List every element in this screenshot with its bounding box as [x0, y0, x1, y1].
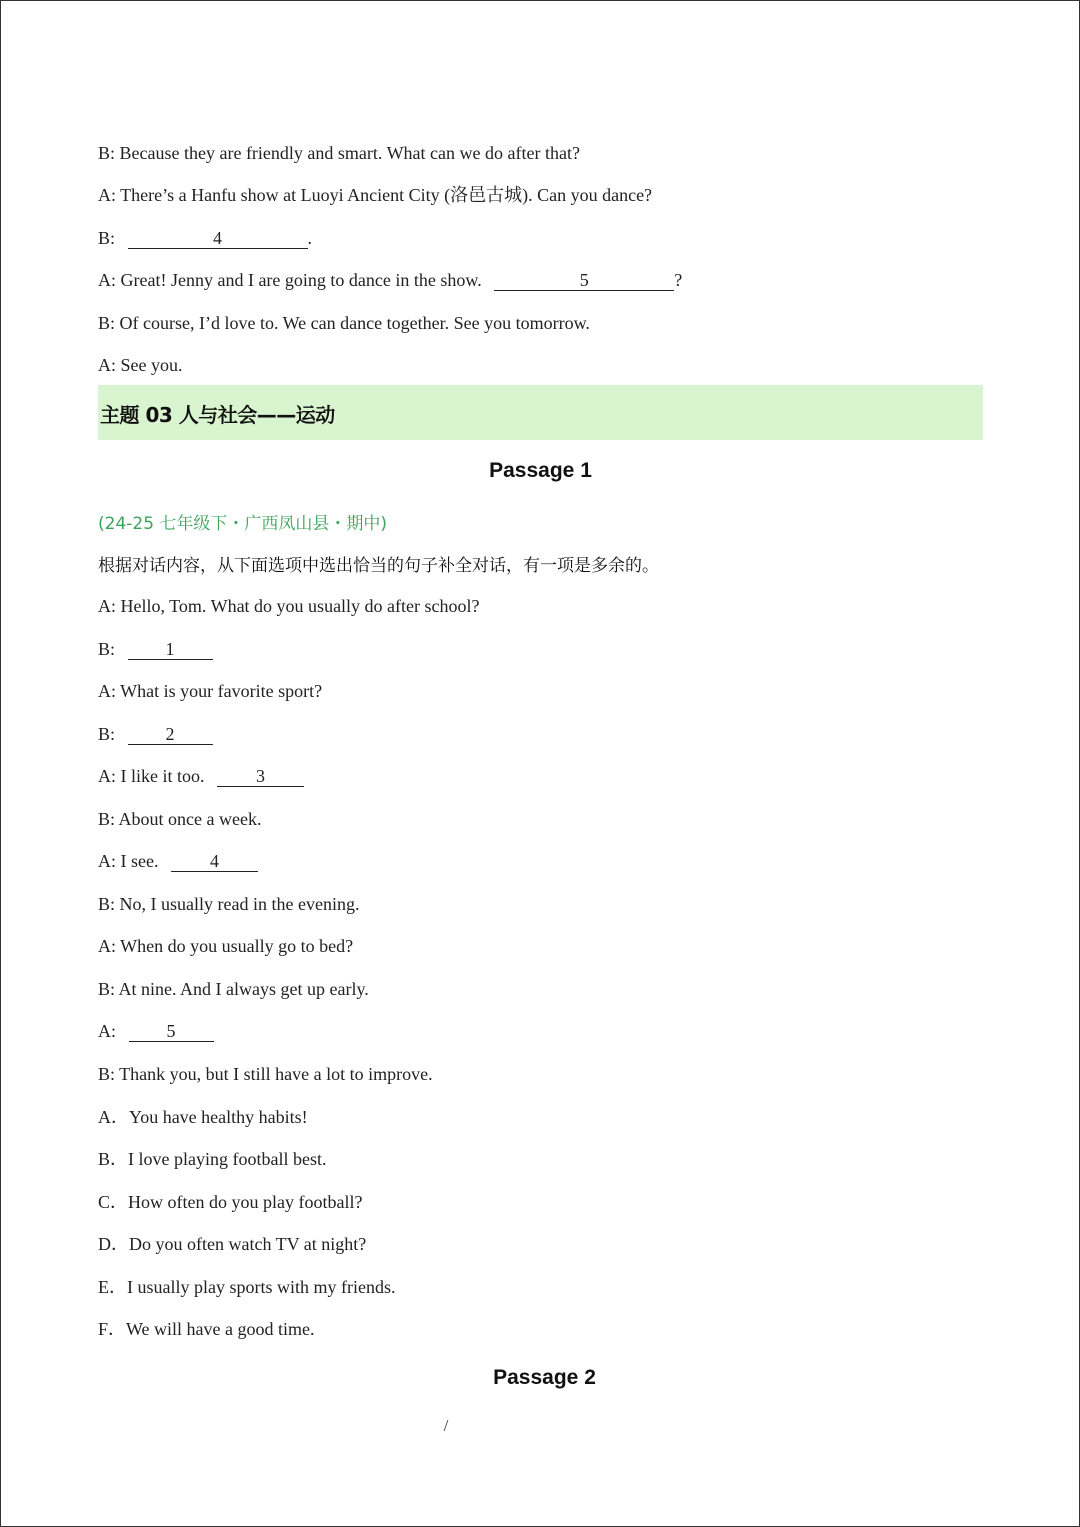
- dialogue-line: A: There’s a Hanfu show at Luoyi Ancient City (洛邑古城). Can you dance?: [98, 185, 653, 205]
- option-e: E．I usually play sports with my friends.: [98, 1277, 396, 1297]
- dialogue-line: [98, 1019, 214, 1043]
- dialogue-line: B: Because they are friendly and smart. What can we do after that?: [98, 143, 580, 163]
- answer-blank-3[interactable]: [217, 766, 304, 787]
- blank-number: 4: [209, 851, 219, 871]
- dialogue-line: [98, 764, 304, 788]
- line-prefix: A: I see.: [98, 851, 159, 871]
- answer-blank-5[interactable]: [494, 270, 674, 291]
- blank-number: 4: [213, 228, 223, 248]
- dialogue-line: A: See you.: [98, 355, 183, 375]
- passage-1-title: Passage 1: [489, 459, 592, 482]
- dialogue-line: [98, 226, 312, 250]
- dialogue-line: A: When do you usually go to bed?: [98, 936, 354, 956]
- option-f: F．We will have a good time.: [98, 1319, 315, 1339]
- dialogue-line: [98, 722, 213, 746]
- speaker-prefix: B:: [98, 228, 116, 248]
- line-prefix: A: Great! Jenny and I are going to dance in the show.: [98, 270, 482, 290]
- theme-banner: [98, 385, 983, 440]
- dialogue-line: [98, 637, 213, 661]
- instruction-text: 根据对话内容，从下面选项中选出恰当的句子补全对话，有一项是多余的。: [98, 556, 659, 576]
- blank-suffix: ?: [674, 270, 683, 290]
- dialogue-line: [98, 268, 682, 292]
- theme-title: 主题 03 人与社会——运动: [100, 403, 335, 427]
- blank-number: 5: [579, 270, 589, 290]
- line-prefix: A: I like it too.: [98, 766, 205, 786]
- answer-blank-5[interactable]: [129, 1021, 214, 1042]
- dialogue-line: B: Thank you, but I still have a lot to improve.: [98, 1064, 433, 1084]
- dialogue-line: A: Hello, Tom. What do you usually do after school?: [98, 596, 480, 616]
- page-footer-mark: /: [443, 1416, 449, 1435]
- dialogue-line: [98, 849, 258, 873]
- dialogue-line: B: No, I usually read in the evening.: [98, 894, 360, 914]
- answer-blank-4[interactable]: [128, 228, 308, 249]
- option-c: C．How often do you play football?: [98, 1192, 363, 1212]
- blank-number: 2: [165, 724, 175, 744]
- question-source: (24-25 七年级下・广西凤山县・期中): [98, 514, 388, 534]
- option-b: B．I love playing football best.: [98, 1149, 327, 1169]
- dialogue-line: B: About once a week.: [98, 809, 262, 829]
- answer-blank-4[interactable]: [171, 851, 258, 872]
- option-a: A．You have healthy habits!: [98, 1107, 308, 1127]
- dialogue-line: B: At nine. And I always get up early.: [98, 979, 369, 999]
- dialogue-line: A: What is your favorite sport?: [98, 681, 323, 701]
- answer-blank-1[interactable]: [128, 639, 213, 660]
- blank-number: 5: [166, 1021, 176, 1041]
- option-d: D．Do you often watch TV at night?: [98, 1234, 367, 1254]
- passage-2-title: Passage 2: [493, 1366, 596, 1389]
- blank-number: 3: [256, 766, 265, 786]
- speaker-prefix: A:: [98, 1021, 116, 1041]
- blank-number: 1: [165, 639, 175, 659]
- speaker-prefix: B:: [98, 724, 116, 744]
- answer-blank-2[interactable]: [128, 724, 213, 745]
- blank-suffix: .: [307, 228, 313, 248]
- speaker-prefix: B:: [98, 639, 116, 659]
- dialogue-line: B: Of course, I’d love to. We can dance together. See you tomorrow.: [98, 313, 590, 333]
